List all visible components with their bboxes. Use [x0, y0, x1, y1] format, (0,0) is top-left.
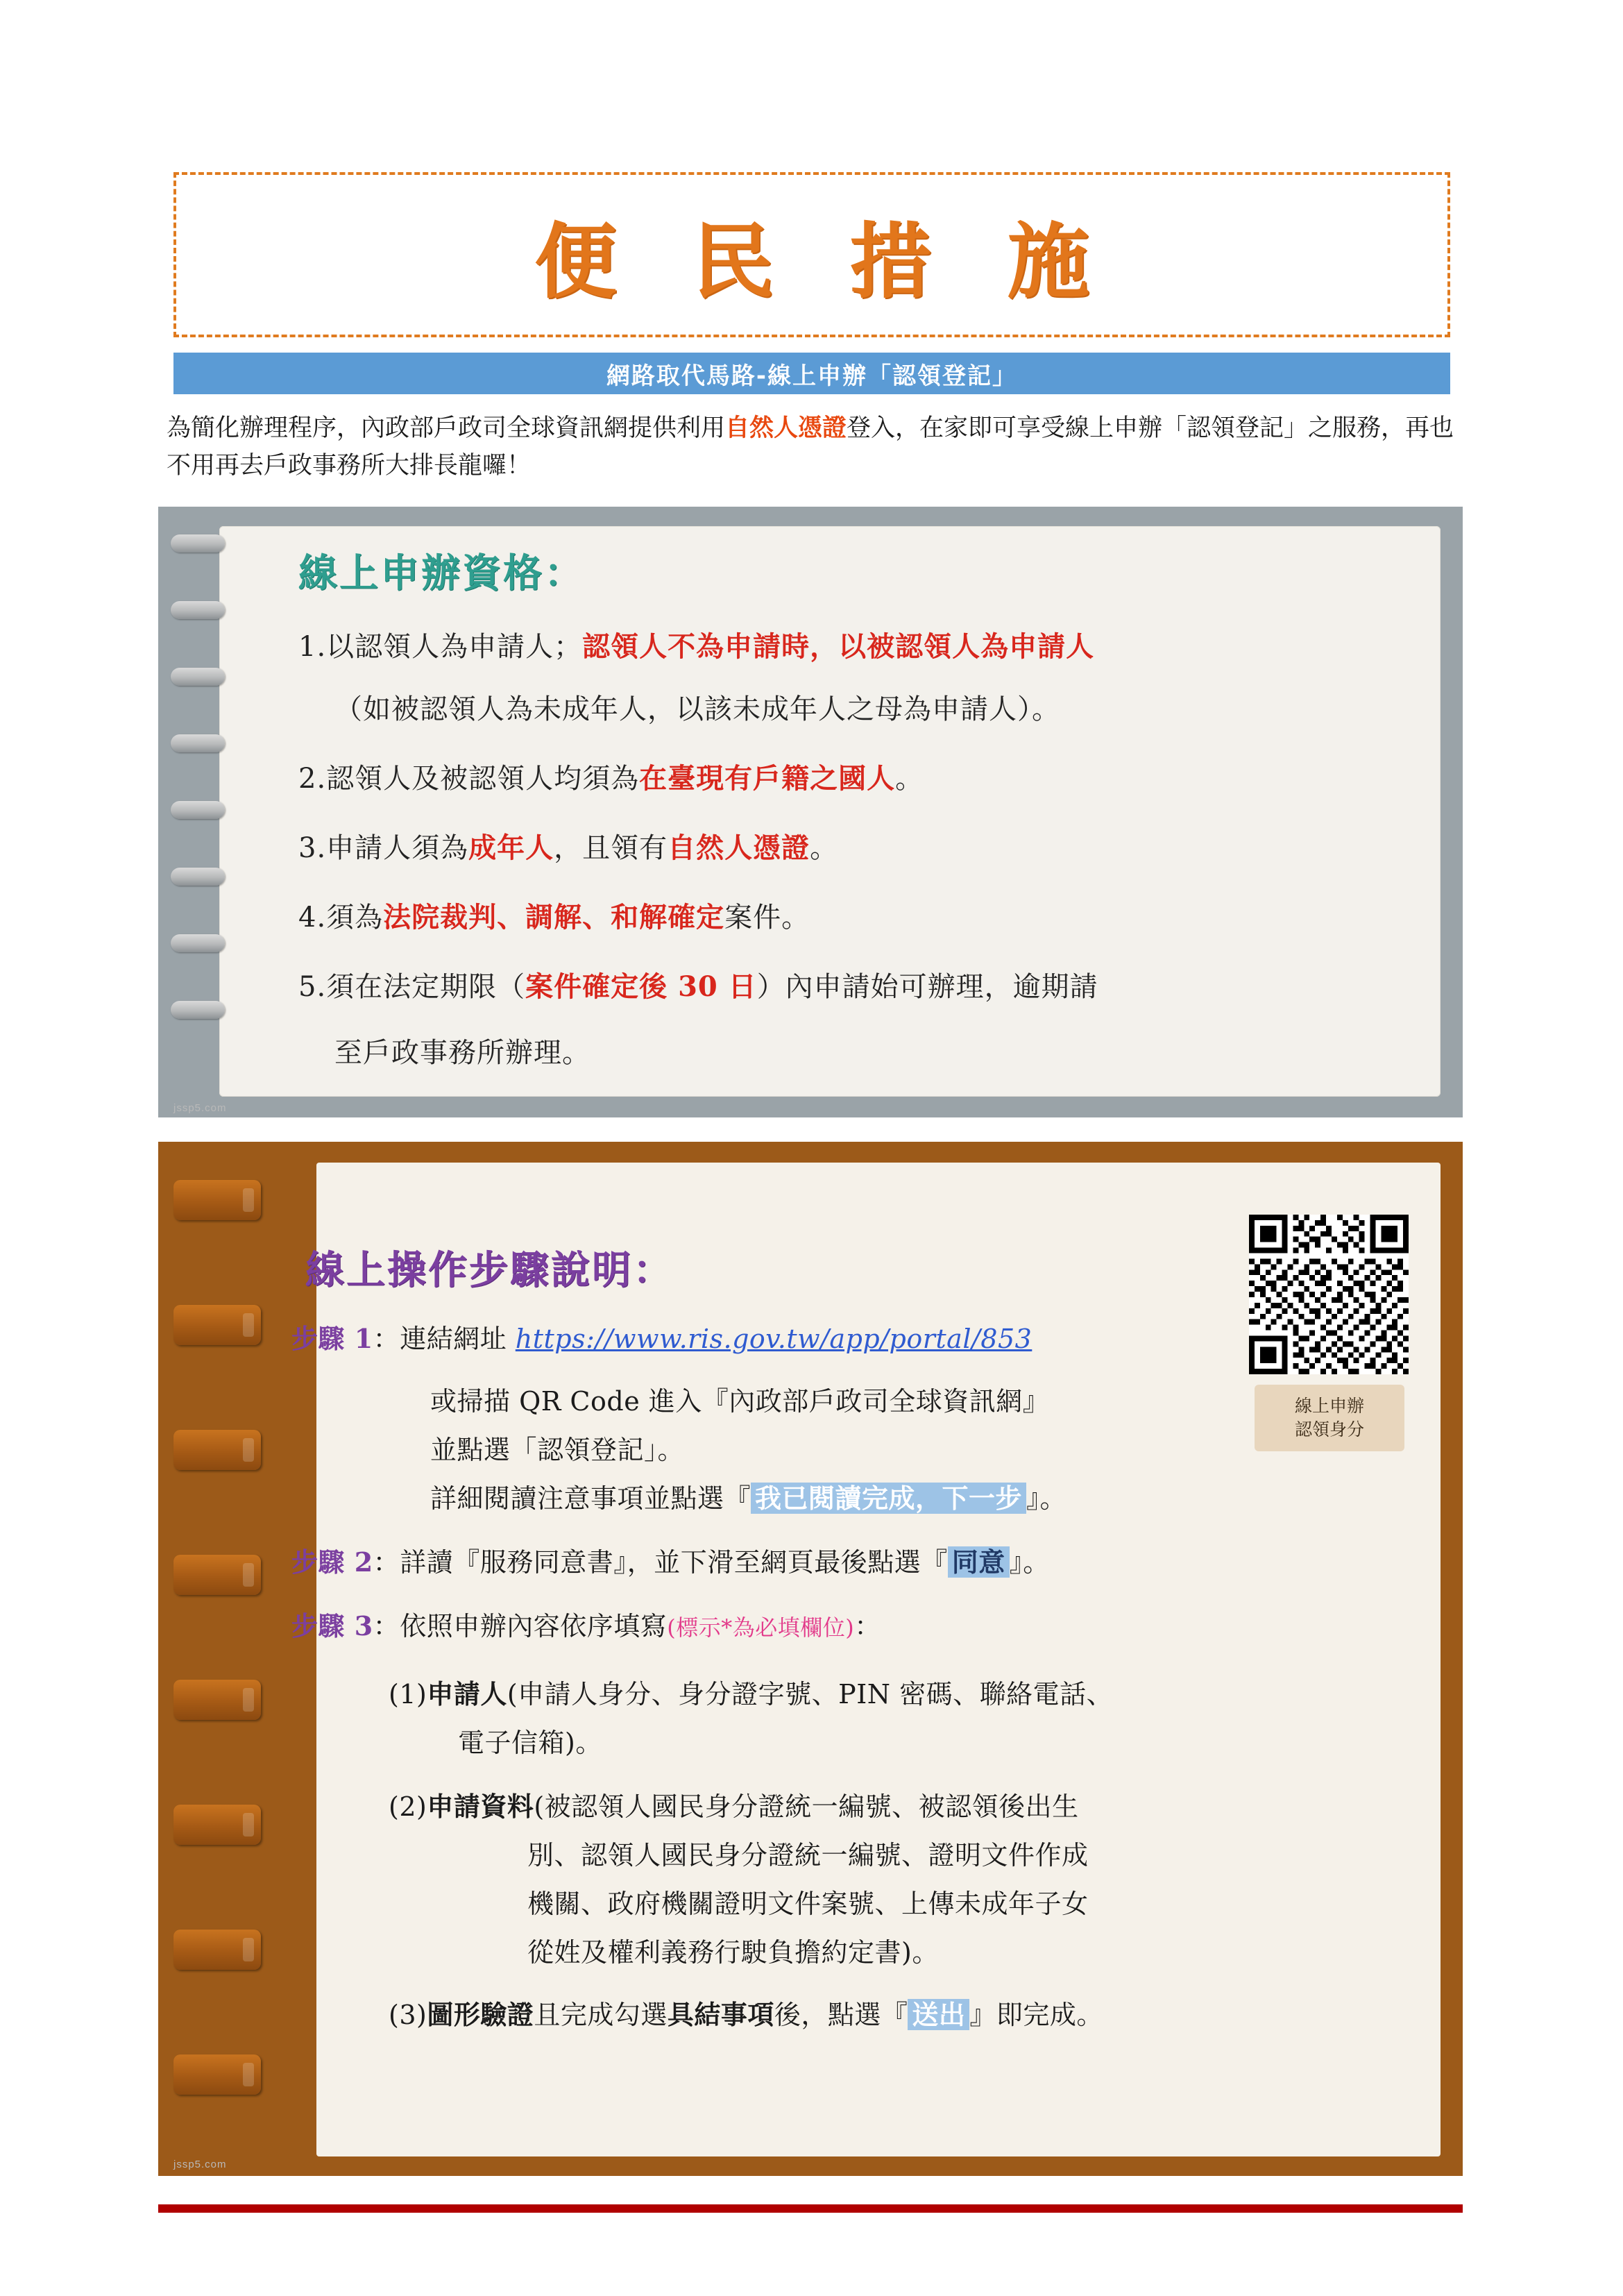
item-number: (1) — [389, 1679, 427, 1710]
qualification-paper — [219, 526, 1441, 1097]
step-3-item-2-line2 — [527, 1834, 1089, 1872]
item-bold: 申請資料 — [427, 1791, 534, 1822]
item-text: 須在法定期限（ — [326, 971, 526, 1003]
item-text: （如被認領人為未成年人，以該未成年人之母為申請人）。 — [334, 693, 1060, 725]
step-colon: ： — [373, 1611, 400, 1641]
step-2-text: 詳讀『服務同意書』，並下滑至網頁最後點選『 — [400, 1547, 948, 1578]
step-3 — [291, 1605, 881, 1643]
item-emphasis: 案件確定後 30 日 — [525, 970, 757, 1003]
step-3-item-3 — [389, 1993, 1103, 2032]
agree-button[interactable]: 同意 — [948, 1546, 1010, 1578]
intro-highlight: 自然人憑證 — [725, 414, 847, 442]
item-number: 5. — [298, 971, 327, 1003]
ring — [171, 668, 225, 686]
step-2-text: 』。 — [1009, 1547, 1050, 1578]
step-3-text: ： — [854, 1611, 881, 1641]
step-colon: ： — [373, 1324, 400, 1354]
qualification-item-5-line2 — [334, 1031, 590, 1070]
item-emphasis: 認領人不為申請時，以被認領人為申請人 — [582, 630, 1095, 663]
item-text: 且完成勾選 — [534, 2000, 668, 2030]
item-text: ）內申請始可辦理，逾期請 — [756, 971, 1098, 1003]
qualification-item-4 — [298, 895, 810, 935]
intro-part2: 登入，在家即可享受線上申辦「認領登記」之服務，再也不用再去戶政事務所大排長龍囉！ — [167, 414, 1454, 480]
item-emphasis: 成年人 — [468, 832, 554, 864]
item-number: 3. — [298, 832, 327, 864]
qualification-panel — [158, 507, 1463, 1117]
step-1-text: 或掃描 QR Code 進入『內政部戶政司全球資訊網』 — [430, 1386, 1050, 1417]
qualification-heading: 線上申辦資格： — [298, 550, 585, 596]
spiral-rings-gray — [171, 534, 226, 1090]
qualification-item-1 — [298, 625, 1094, 664]
item-bold: 申請人 — [427, 1678, 507, 1710]
binder-clip — [173, 1805, 261, 1845]
qr-caption-line1: 線上申辦 — [1294, 1396, 1364, 1417]
binder-clip — [173, 1930, 261, 1970]
item-text: (被認領人國民身分證統一編號、被認領後出生 — [534, 1791, 1079, 1822]
binder-clip — [173, 1555, 261, 1595]
item-bold: 具結事項 — [667, 1999, 774, 2030]
item-text: 至戶政事務所辦理。 — [334, 1037, 590, 1069]
qualification-item-1-line2 — [334, 687, 1060, 727]
step-2-label: 步驟 2 — [291, 1546, 373, 1578]
item-number: 2. — [298, 763, 327, 795]
step-1-line2 — [430, 1380, 1049, 1418]
title-banner — [173, 172, 1450, 337]
item-emphasis: 法院裁判、調解、和解確定 — [383, 901, 725, 934]
binder-clip — [173, 1305, 261, 1345]
item-text: 別、認領人國民身分證統一編號、證明文件作成 — [527, 1840, 1089, 1871]
step-1-label: 步驟 1 — [291, 1323, 373, 1354]
item-emphasis: 自然人憑證 — [668, 832, 810, 864]
step-1-text: 』。 — [1026, 1483, 1067, 1514]
item-text: 電子信箱)。 — [458, 1728, 602, 1758]
qr-code-icon — [1249, 1215, 1409, 1374]
item-text: 機關、政府機關證明文件案號、上傳未成年子女 — [527, 1889, 1089, 1919]
item-text: (申請人身分、身分證字號、PIN 密碼、聯絡電話、 — [507, 1679, 1114, 1710]
step-1-text: 詳細閱讀注意事項並點選『 — [430, 1483, 751, 1514]
ring — [171, 801, 225, 819]
watermark-brown: jssp5.com — [173, 2159, 227, 2170]
item-text: 以認領人為申請人； — [326, 631, 583, 663]
portal-url-link[interactable]: https://www.ris.gov.tw/app/portal/853 — [515, 1324, 1033, 1354]
item-text: 認領人及被認領人均須為 — [326, 763, 640, 795]
subtitle-bar — [173, 353, 1450, 394]
item-text: ，且領有 — [554, 832, 668, 864]
bottom-rule — [158, 2204, 1463, 2213]
subtitle-text: 網路取代馬路-線上申辦「認領登記」 — [606, 362, 1018, 390]
intro-paragraph — [167, 410, 1457, 485]
item-text: 須為 — [326, 902, 384, 934]
item-text: 案件。 — [724, 902, 810, 934]
item-number: 1. — [298, 631, 327, 663]
item-number: 4. — [298, 902, 327, 934]
ring — [171, 534, 225, 552]
read-complete-next-button[interactable]: 我已閱讀完成，下一步 — [751, 1483, 1026, 1514]
step-3-item-2-line4 — [527, 1931, 939, 1969]
item-text: 申請人須為 — [326, 832, 469, 864]
item-text: 後，點選『 — [774, 2000, 908, 2030]
qualification-item-5 — [298, 965, 1098, 1004]
item-emphasis: 在臺現有戶籍之國人 — [639, 762, 896, 795]
ring — [171, 734, 225, 752]
step-2 — [291, 1541, 1050, 1579]
step-1-text: 連結網址 — [400, 1324, 516, 1354]
step-1-line3 — [430, 1428, 684, 1467]
step-1-text: 並點選「認領登記」。 — [430, 1435, 685, 1465]
binder-clips — [173, 1180, 264, 2152]
binder-clip — [173, 1430, 261, 1470]
page-title: 便 民 措 施 — [534, 213, 1113, 310]
binder-clip — [173, 2054, 261, 2095]
ring — [171, 601, 225, 619]
required-field-note: (標示*為必填欄位) — [667, 1614, 855, 1641]
step-3-item-1-line2 — [458, 1721, 602, 1759]
ring — [171, 1001, 225, 1019]
step-3-item-2 — [389, 1785, 1079, 1823]
item-text: 從姓及權利義務行駛負擔約定書)。 — [527, 1937, 939, 1968]
ring — [171, 934, 225, 952]
item-text: 。 — [810, 832, 839, 864]
watermark-gray: jssp5.com — [173, 1102, 227, 1114]
step-3-text: 依照申辦內容依序填寫 — [400, 1611, 668, 1641]
step-3-item-1 — [389, 1673, 1113, 1711]
step-1 — [291, 1317, 1032, 1356]
item-bold: 圖形驗證 — [427, 1999, 534, 2030]
binder-clip — [173, 1180, 261, 1220]
step-3-label: 步驟 3 — [291, 1610, 373, 1641]
step-1-line4 — [430, 1477, 1067, 1515]
item-number: (2) — [389, 1791, 427, 1822]
ring — [171, 868, 225, 886]
qr-caption-line2: 認領身分 — [1294, 1419, 1364, 1440]
step-colon: ： — [373, 1547, 400, 1578]
item-number: (3) — [389, 2000, 427, 2030]
qr-caption — [1255, 1385, 1404, 1451]
qualification-item-3 — [298, 826, 838, 866]
qualification-item-2 — [298, 757, 924, 796]
step-3-item-2-line3 — [527, 1882, 1089, 1921]
intro-part1: 為簡化辦理程序，內政部戶政司全球資訊網提供利用 — [167, 414, 726, 442]
steps-heading: 線上操作步驟說明： — [305, 1247, 674, 1293]
submit-button[interactable]: 送出 — [908, 1999, 969, 2030]
binder-clip — [173, 1680, 261, 1720]
item-text: 。 — [895, 763, 924, 795]
item-text: 』即完成。 — [969, 2000, 1103, 2030]
